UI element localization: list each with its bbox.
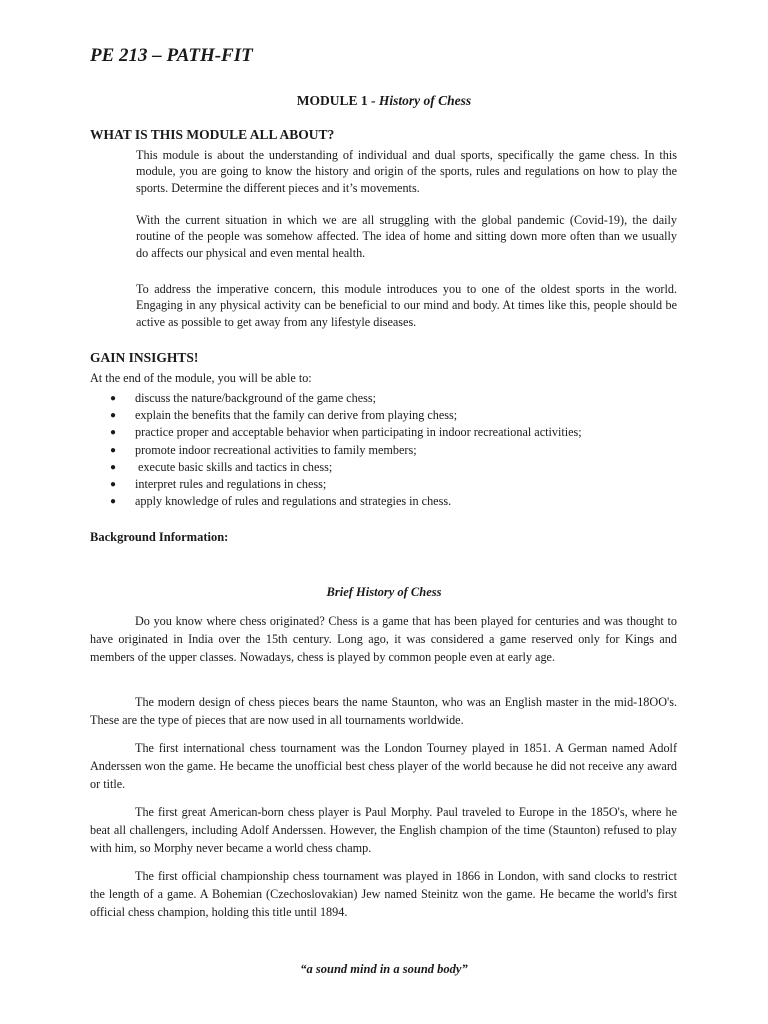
bullet-icon: ● bbox=[110, 461, 117, 473]
bullet-icon: ● bbox=[110, 478, 117, 490]
bullet-icon: ● bbox=[110, 393, 117, 404]
objective-text: practice proper and acceptable behavior when participating in indoor recreational activities; bbox=[135, 425, 582, 440]
about-paragraph-3: To address the imperative concern, this module introduces you to one of the oldest sports in the world. Engaging in any physical activity can be beneficial to our mind and body. At times like this, people should be active as possible to get away from any lifestyle diseases. bbox=[136, 282, 677, 329]
insights-heading: GAIN INSIGHTS! bbox=[90, 350, 199, 365]
list-item bbox=[90, 424, 690, 441]
bullet-icon: ● bbox=[110, 444, 117, 456]
objective-text: execute basic skills and tactics in chess; bbox=[135, 459, 333, 474]
objective-text: promote indoor recreational activities to family members; bbox=[135, 442, 417, 457]
history-paragraph-3: The first international chess tournament was the London Tourney played in 1851. A German named Adolf Anderssen won the game. He became the unofficial best chess player of the world because he did not receive any award or title. bbox=[90, 741, 677, 791]
insights-intro: At the end of the module, you will be able to: bbox=[90, 371, 312, 385]
history-paragraph-1: Do you know where chess originated? Chess is a game that has been played for centuries and was thought to have originated in India over the 15th century. Long ago, it was considered a game reserved only for Kings and members of the upper classes. Nowadays, chess is played by common people even at early age. bbox=[90, 614, 677, 664]
module-subject: History of Chess bbox=[378, 93, 472, 108]
module-label: MODULE 1 - bbox=[296, 93, 379, 108]
footer-motto: “a sound mind in a sound body” bbox=[300, 962, 468, 976]
bullet-icon: ● bbox=[110, 427, 117, 439]
list-item bbox=[90, 459, 690, 476]
objective-text: apply knowledge of rules and regulations and strategies in chess. bbox=[135, 494, 452, 509]
history-paragraph-5: The first official championship chess tournament was played in 1866 in London, with sand clocks to restrict the length of a game. A Bohemian (Czechoslovakian) Jew named Steinitz won the game. He became the world's first official chess champion, holding this title until 1894. bbox=[90, 869, 677, 919]
objectives-list bbox=[90, 390, 690, 510]
objective-text: interpret rules and regulations in chess; bbox=[135, 476, 327, 491]
objective-text: explain the benefits that the family can derive from playing chess; bbox=[135, 408, 458, 423]
list-item bbox=[90, 442, 690, 459]
module-title bbox=[0, 93, 768, 109]
list-item bbox=[90, 407, 690, 424]
history-paragraph-4: The first great American-born chess player is Paul Morphy. Paul traveled to Europe in the 185O's, where he beat all challengers, including Adolf Anderssen. However, the English champion of the time (Staunton) refused to play with him, so Morphy never became a world chess champ. bbox=[90, 805, 677, 855]
about-heading: WHAT IS THIS MODULE ALL ABOUT? bbox=[90, 127, 335, 142]
objective-text: discuss the nature/background of the game chess; bbox=[135, 391, 376, 405]
about-paragraph-1: This module is about the understanding of individual and dual sports, specifically the game chess. In this module, you are going to know the history and origin of the sports, rules and regulations on how to play the sports. Determine the different pieces and it’s movements. bbox=[136, 148, 677, 195]
history-paragraph-2: The modern design of chess pieces bears the name Staunton, who was an English master in the mid-18OO's. These are the type of pieces that are now used in all tournaments worldwide. bbox=[90, 695, 677, 727]
bullet-icon: ● bbox=[110, 410, 117, 422]
list-item bbox=[90, 476, 690, 493]
history-title: Brief History of Chess bbox=[326, 585, 442, 599]
about-paragraph-2: With the current situation in which we are all struggling with the global pandemic (Covid-19), the daily routine of the people was somehow affected. The idea of home and sitting down more often than we usually do affects our physical and even mental health. bbox=[136, 213, 677, 260]
list-item bbox=[90, 493, 690, 510]
course-code: PE 213 – PATH-FIT bbox=[90, 45, 253, 66]
background-heading: Background Information: bbox=[90, 530, 229, 544]
bullet-icon: ● bbox=[110, 496, 117, 508]
list-item bbox=[90, 390, 690, 407]
